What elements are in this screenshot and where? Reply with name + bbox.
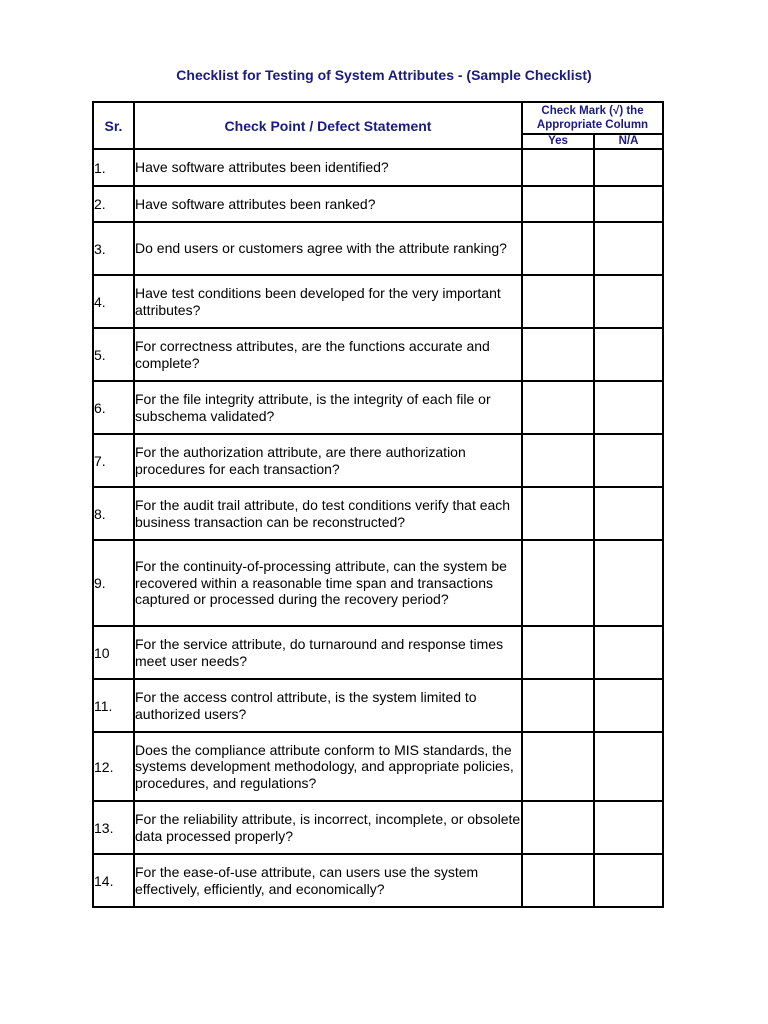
na-checkbox-cell[interactable] [594,222,663,275]
check-mark-header-line2: Appropriate Column [536,119,649,131]
yes-checkbox-cell[interactable] [522,222,594,275]
yes-checkbox-cell[interactable] [522,434,594,487]
row-number: 1. [93,149,134,186]
table-row [93,801,663,854]
na-checkbox-cell[interactable] [594,434,663,487]
na-checkbox-cell[interactable] [594,381,663,434]
na-checkbox-cell[interactable] [594,679,663,732]
table-row [93,434,663,487]
row-number: 2. [93,186,134,222]
table-row [93,487,663,540]
check-point-statement: Have software attributes been ranked? [134,186,522,222]
check-mark-header-line1: Check Mark (√) the [541,105,644,117]
na-checkbox-cell[interactable] [594,328,663,381]
check-point-statement: For the access control attribute, is the system limited to authorized users? [134,679,522,732]
yes-checkbox-cell[interactable] [522,328,594,381]
na-checkbox-cell[interactable] [594,854,663,907]
check-point-statement: For the audit trail attribute, do test conditions verify that each business transaction can be reconstructed? [134,487,522,540]
na-checkbox-cell[interactable] [594,487,663,540]
header-row [93,102,663,134]
na-checkbox-cell[interactable] [594,540,663,626]
na-column-header: N/A [594,134,663,149]
yes-checkbox-cell[interactable] [522,149,594,186]
check-point-statement: For the ease-of-use attribute, can users use the system effectively, efficiently, and economically? [134,854,522,907]
yes-checkbox-cell[interactable] [522,679,594,732]
yes-checkbox-cell[interactable] [522,275,594,328]
table-row [93,732,663,801]
check-point-statement: For the continuity-of-processing attribute, can the system be recovered within a reasonable time span and transactions captured or processed during the recovery period? [134,540,522,626]
row-number: 4. [93,275,134,328]
check-mark-column-header [522,102,663,134]
check-point-statement: For the authorization attribute, are there authorization procedures for each transaction? [134,434,522,487]
na-checkbox-cell[interactable] [594,626,663,679]
table-row [93,149,663,186]
check-point-statement: For the file integrity attribute, is the integrity of each file or subschema validated? [134,381,522,434]
table-row [93,854,663,907]
row-number: 10 [93,626,134,679]
check-point-statement: Have test conditions been developed for the very important attributes? [134,275,522,328]
table-row [93,328,663,381]
yes-checkbox-cell[interactable] [522,801,594,854]
yes-checkbox-cell[interactable] [522,626,594,679]
row-number: 3. [93,222,134,275]
yes-checkbox-cell[interactable] [522,186,594,222]
row-number: 12. [93,732,134,801]
row-number: 9. [93,540,134,626]
row-number: 6. [93,381,134,434]
row-number: 11. [93,679,134,732]
check-point-statement: Have software attributes been identified? [134,149,522,186]
row-number: 7. [93,434,134,487]
row-number: 13. [93,801,134,854]
na-checkbox-cell[interactable] [594,186,663,222]
row-number: 14. [93,854,134,907]
sr-column-header: Sr. [93,102,134,149]
yes-checkbox-cell[interactable] [522,487,594,540]
statement-column-header: Check Point / Defect Statement [134,102,522,149]
table-row [93,626,663,679]
checklist-table [92,101,664,908]
row-number: 8. [93,487,134,540]
table-row [93,222,663,275]
yes-checkbox-cell[interactable] [522,381,594,434]
table-row [93,275,663,328]
check-point-statement: For the service attribute, do turnaround and response times meet user needs? [134,626,522,679]
yes-column-header: Yes [522,134,594,149]
na-checkbox-cell[interactable] [594,275,663,328]
na-checkbox-cell[interactable] [594,149,663,186]
document-title: Checklist for Testing of System Attributes - (Sample Checklist) [176,67,592,83]
check-point-statement: For correctness attributes, are the functions accurate and complete? [134,328,522,381]
yes-checkbox-cell[interactable] [522,732,594,801]
table-row [93,381,663,434]
check-point-statement: Does the compliance attribute conform to MIS standards, the systems development methodology, and appropriate policies, procedures, and regulations? [134,732,522,801]
na-checkbox-cell[interactable] [594,732,663,801]
yes-checkbox-cell[interactable] [522,854,594,907]
row-number: 5. [93,328,134,381]
check-point-statement: For the reliability attribute, is incorrect, incomplete, or obsolete data processed properly? [134,801,522,854]
table-row [93,540,663,626]
yes-checkbox-cell[interactable] [522,540,594,626]
na-checkbox-cell[interactable] [594,801,663,854]
table-row [93,679,663,732]
check-point-statement: Do end users or customers agree with the attribute ranking? [134,222,522,275]
table-row [93,186,663,222]
